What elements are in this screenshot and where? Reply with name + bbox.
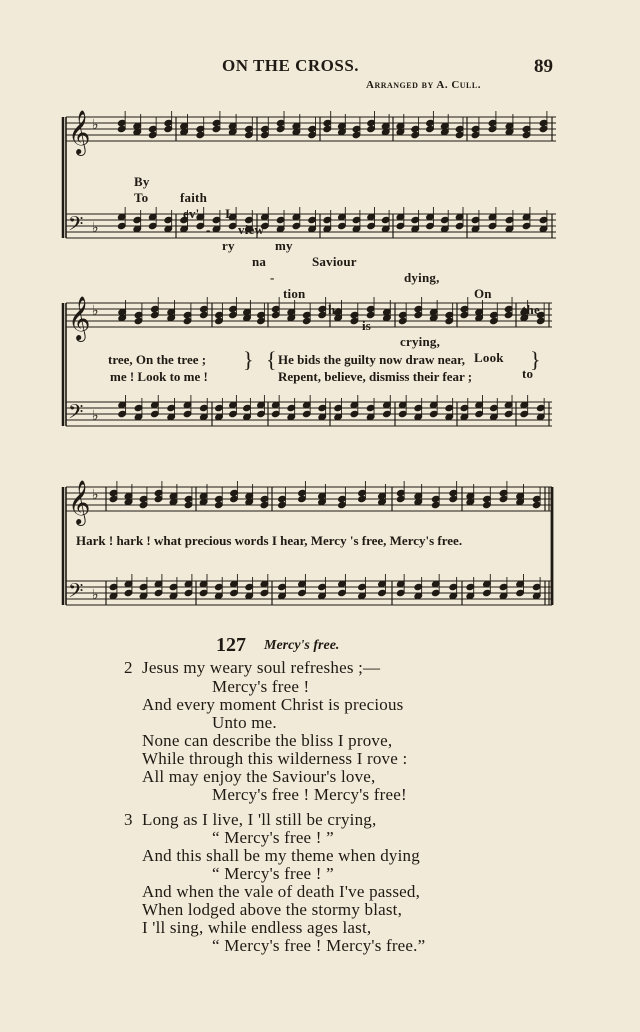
verse-line: And when the vale of death I've passed, [142,882,421,901]
lyric: By [134,174,150,189]
lyric: To [134,190,149,205]
treble-clef-icon: 𝄞 [68,480,91,524]
verse-line: “ Mercy's free ! ” [212,828,334,847]
hymn-name: Mercy's free. [264,638,340,653]
bass-clef-icon: 𝄢 [68,579,84,607]
lyric: tion [283,286,306,301]
verse-line: When lodged above the stormy blast, [142,900,403,919]
lyric: view [238,222,265,237]
flat-icon: ♭ [92,304,99,319]
bass-clef-icon: 𝄢 [68,212,84,240]
lyric: is [362,318,372,333]
system2-right-verse1: He bids the guilty now draw near, [278,352,465,367]
verse-line: “ Mercy's free ! ” [212,864,334,883]
lyric: - [206,222,211,237]
verse-line: While through this wilderness I rove : [142,749,408,768]
brace-left-2: { [266,347,277,372]
lyric: ev' [183,206,200,221]
verse-line: “ Mercy's free ! Mercy's free.” [212,936,426,955]
arrangement-credit: Arranged by A. Cull. [366,79,481,91]
lyric: - [270,270,275,285]
page-title: ON THE CROSS. [222,56,360,75]
verse-number: 3 [124,810,133,829]
lyric: na [252,254,267,269]
lyric: Saviour [312,254,357,269]
lyric: the [522,302,540,317]
lyric: he [328,302,342,317]
verse-line: Mercy's free ! [212,677,310,696]
verse-line: Mercy's free ! Mercy's free! [212,785,407,804]
lyric: On [474,286,492,301]
system2-right-verse2: Repent, believe, dismiss their fear ; [278,369,473,384]
verse-line: I 'll sing, while endless ages last, [142,918,372,937]
system3-lyrics: Hark ! hark ! what precious words I hear, Mercy 's free, Mercy's free. [76,533,463,548]
lyric: crying, [400,334,441,349]
lyric: to [522,366,534,381]
flat-icon: ♭ [92,488,99,503]
brace-left: } [243,347,254,372]
lyric: my [275,238,293,253]
flat-icon: ♭ [92,221,99,236]
brace-right: } [530,347,541,372]
bass-clef-icon: 𝄢 [68,400,84,428]
lyric: ry [222,238,235,253]
system2-left-verse2: me ! Look to me ! [110,369,208,384]
system2-left-verse1: tree, On the tree ; [108,352,207,367]
page-number: 89 [534,56,553,77]
lyric: I [225,206,231,221]
verse-line: All may enjoy the Saviour's love, [142,767,376,786]
verse-line: And every moment Christ is precious [142,695,404,714]
treble-clef-icon: 𝄞 [68,110,91,154]
lyric: dying, [404,270,440,285]
flat-icon: ♭ [92,118,99,133]
lyric: Look [474,350,504,365]
verse-line: Long as I live, I 'll still be crying, [142,810,377,829]
verse-line: None can describe the bliss I prove, [142,731,393,750]
hymn-number: 127 [216,634,246,656]
verse-number: 2 [124,658,133,677]
verse-line: Jesus my weary soul refreshes ;— [142,658,381,677]
verse-line: And this shall be my theme when dying [142,846,420,865]
flat-icon: ♭ [92,409,99,424]
lyric: faith [180,190,207,205]
verse-line: Unto me. [212,713,277,732]
flat-icon: ♭ [92,588,99,603]
treble-clef-icon: 𝄞 [68,296,91,340]
